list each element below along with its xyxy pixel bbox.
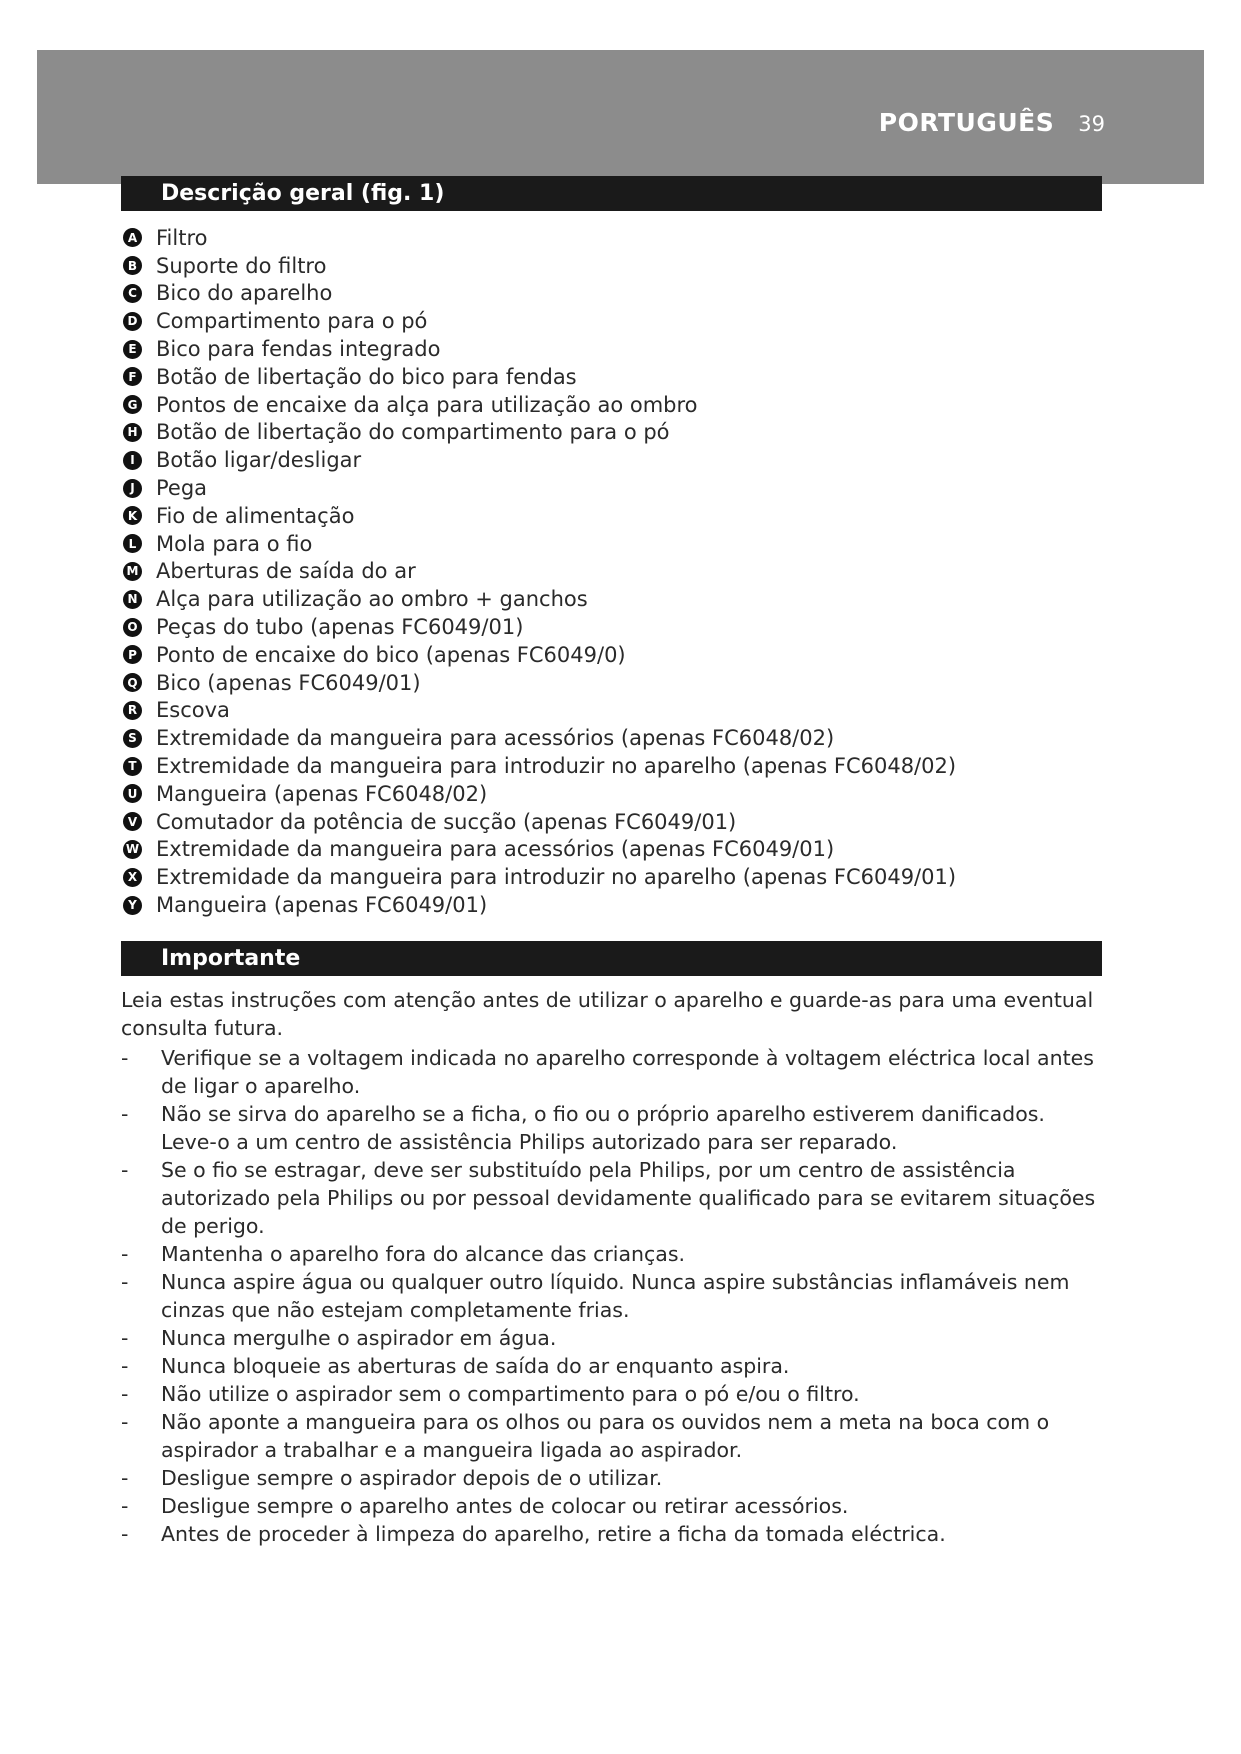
list-item [121, 1268, 1106, 1324]
letter-badge: M [123, 562, 142, 581]
part-label: Bico do aparelho [156, 281, 333, 306]
bullet-text: Se o fio se estragar, deve ser substituído pela Philips, por um centro de assistência autorizado pela Philips ou por pessoal devidamente qualificado para se evitarem situações de perigo. [161, 1158, 1096, 1238]
part-label: Extremidade da mangueira para acessórios (apenas FC6049/01) [156, 837, 835, 862]
list-item [123, 808, 956, 836]
section-title-important: Importante [121, 941, 1102, 976]
dash-marker: - [121, 1410, 129, 1434]
part-label: Pontos de encaixe da alça para utilização ao ombro [156, 392, 698, 417]
list-item [123, 446, 956, 474]
letter-badge: Y [123, 896, 142, 915]
bullet-text: Não se sirva do aparelho se a ficha, o fio ou o próprio aparelho estiverem danificados. Leve-o a um centro de assistência Philips autorizado para ser reparado. [161, 1102, 1045, 1154]
list-item [123, 697, 956, 725]
bullet-text: Nunca aspire água ou qualquer outro líquido. Nunca aspire substâncias inflamáveis nem cinzas que não estejam completamente frias. [161, 1270, 1070, 1322]
bullet-text: Nunca bloqueie as aberturas de saída do ar enquanto aspira. [161, 1354, 790, 1378]
letter-badge: H [123, 423, 142, 442]
part-label: Compartimento para o pó [156, 309, 428, 334]
letter-badge: B [123, 256, 142, 275]
dash-marker: - [121, 1270, 129, 1294]
letter-badge: N [123, 590, 142, 609]
list-item [123, 502, 956, 530]
letter-badge: K [123, 506, 142, 525]
part-label: Bico para fendas integrado [156, 337, 441, 362]
dash-marker: - [121, 1522, 129, 1546]
bullet-text: Nunca mergulhe o aspirador em água. [161, 1326, 557, 1350]
list-item [121, 1492, 1106, 1520]
list-item [123, 780, 956, 808]
dash-marker: - [121, 1466, 129, 1490]
bullet-text: Não aponte a mangueira para os olhos ou para os ouvidos nem a meta na boca com o aspirador a trabalhar e a mangueira ligada ao aspirador. [161, 1410, 1050, 1462]
parts-list [123, 224, 956, 919]
list-item [123, 530, 956, 558]
list-item [123, 585, 956, 613]
dash-marker: - [121, 1326, 129, 1350]
part-label: Mola para o fio [156, 531, 313, 556]
list-item [123, 363, 956, 391]
letter-badge: W [123, 840, 142, 859]
part-label: Botão de libertação do compartimento para o pó [156, 420, 670, 445]
page-header [879, 108, 1105, 137]
bullet-text: Não utilize o aspirador sem o compartimento para o pó e/ou o filtro. [161, 1382, 860, 1406]
list-item [121, 1408, 1106, 1464]
list-item [123, 280, 956, 308]
list-item [121, 1380, 1106, 1408]
section-title-general-description: Descrição geral (fig. 1) [121, 176, 1102, 211]
list-item [123, 307, 956, 335]
letter-badge: C [123, 284, 142, 303]
list-item [123, 335, 956, 363]
letter-badge: R [123, 701, 142, 720]
letter-badge: G [123, 395, 142, 414]
part-label: Peças do tubo (apenas FC6049/01) [156, 615, 524, 640]
list-item [123, 863, 956, 891]
part-label: Mangueira (apenas FC6048/02) [156, 781, 488, 806]
part-label: Extremidade da mangueira para acessórios (apenas FC6048/02) [156, 726, 835, 751]
list-item [123, 669, 956, 697]
bullet-text: Antes de proceder à limpeza do aparelho, retire a ficha da tomada eléctrica. [161, 1522, 946, 1546]
list-item [121, 1240, 1106, 1268]
letter-badge: F [123, 367, 142, 386]
list-item [123, 891, 956, 919]
part-label: Bico (apenas FC6049/01) [156, 670, 421, 695]
part-label: Filtro [156, 225, 208, 250]
part-label: Ponto de encaixe do bico (apenas FC6049/0) [156, 642, 626, 667]
dash-marker: - [121, 1494, 129, 1518]
letter-badge: Q [123, 673, 142, 692]
list-item [123, 836, 956, 864]
list-item [123, 752, 956, 780]
part-label: Extremidade da mangueira para introduzir no aparelho (apenas FC6049/01) [156, 865, 957, 890]
list-item [121, 1100, 1106, 1156]
part-label: Mangueira (apenas FC6049/01) [156, 893, 488, 918]
list-item [123, 641, 956, 669]
letter-badge: L [123, 534, 142, 553]
page-number: 39 [1078, 112, 1105, 136]
list-item [123, 558, 956, 586]
letter-badge: I [123, 451, 142, 470]
letter-badge: U [123, 784, 142, 803]
bullet-text: Verifique se a voltagem indicada no aparelho corresponde à voltagem eléctrica local antes de ligar o aparelho. [161, 1046, 1094, 1098]
important-section [121, 986, 1106, 1548]
dash-marker: - [121, 1382, 129, 1406]
letter-badge: D [123, 312, 142, 331]
list-item [123, 613, 956, 641]
part-label: Suporte do filtro [156, 253, 327, 278]
part-label: Aberturas de saída do ar [156, 559, 416, 584]
letter-badge: J [123, 479, 142, 498]
letter-badge: A [123, 228, 142, 247]
list-item [123, 474, 956, 502]
letter-badge: E [123, 340, 142, 359]
part-label: Fio de alimentação [156, 503, 355, 528]
list-item [123, 252, 956, 280]
letter-badge: V [123, 812, 142, 831]
important-intro: Leia estas instruções com atenção antes de utilizar o aparelho e guarde-as para uma eventual consulta futura. [121, 988, 1094, 1040]
dash-marker: - [121, 1102, 129, 1126]
letter-badge: T [123, 757, 142, 776]
dash-marker: - [121, 1242, 129, 1266]
bullet-text: Mantenha o aparelho fora do alcance das crianças. [161, 1242, 686, 1266]
list-item [121, 1324, 1106, 1352]
letter-badge: O [123, 618, 142, 637]
bullet-text: Desligue sempre o aspirador depois de o utilizar. [161, 1466, 663, 1490]
list-item [123, 724, 956, 752]
list-item [121, 1520, 1106, 1548]
letter-badge: P [123, 645, 142, 664]
part-label: Botão ligar/desligar [156, 448, 362, 473]
part-label: Comutador da potência de sucção (apenas FC6049/01) [156, 809, 737, 834]
bullet-text: Desligue sempre o aparelho antes de colocar ou retirar acessórios. [161, 1494, 849, 1518]
list-item [123, 419, 956, 447]
letter-badge: S [123, 729, 142, 748]
list-item [121, 1044, 1106, 1100]
part-label: Pega [156, 476, 208, 501]
list-item [121, 1464, 1106, 1492]
part-label: Escova [156, 698, 230, 723]
part-label: Extremidade da mangueira para introduzir no aparelho (apenas FC6048/02) [156, 754, 957, 779]
part-label: Alça para utilização ao ombro + ganchos [156, 587, 588, 612]
part-label: Botão de libertação do bico para fendas [156, 364, 577, 389]
dash-marker: - [121, 1046, 129, 1070]
dash-marker: - [121, 1354, 129, 1378]
important-bullets [121, 1044, 1106, 1548]
list-item [123, 224, 956, 252]
list-item [121, 1156, 1106, 1240]
language-label: PORTUGUÊS [878, 108, 1055, 137]
list-item [123, 391, 956, 419]
letter-badge: X [123, 868, 142, 887]
dash-marker: - [121, 1158, 129, 1182]
list-item [121, 1352, 1106, 1380]
